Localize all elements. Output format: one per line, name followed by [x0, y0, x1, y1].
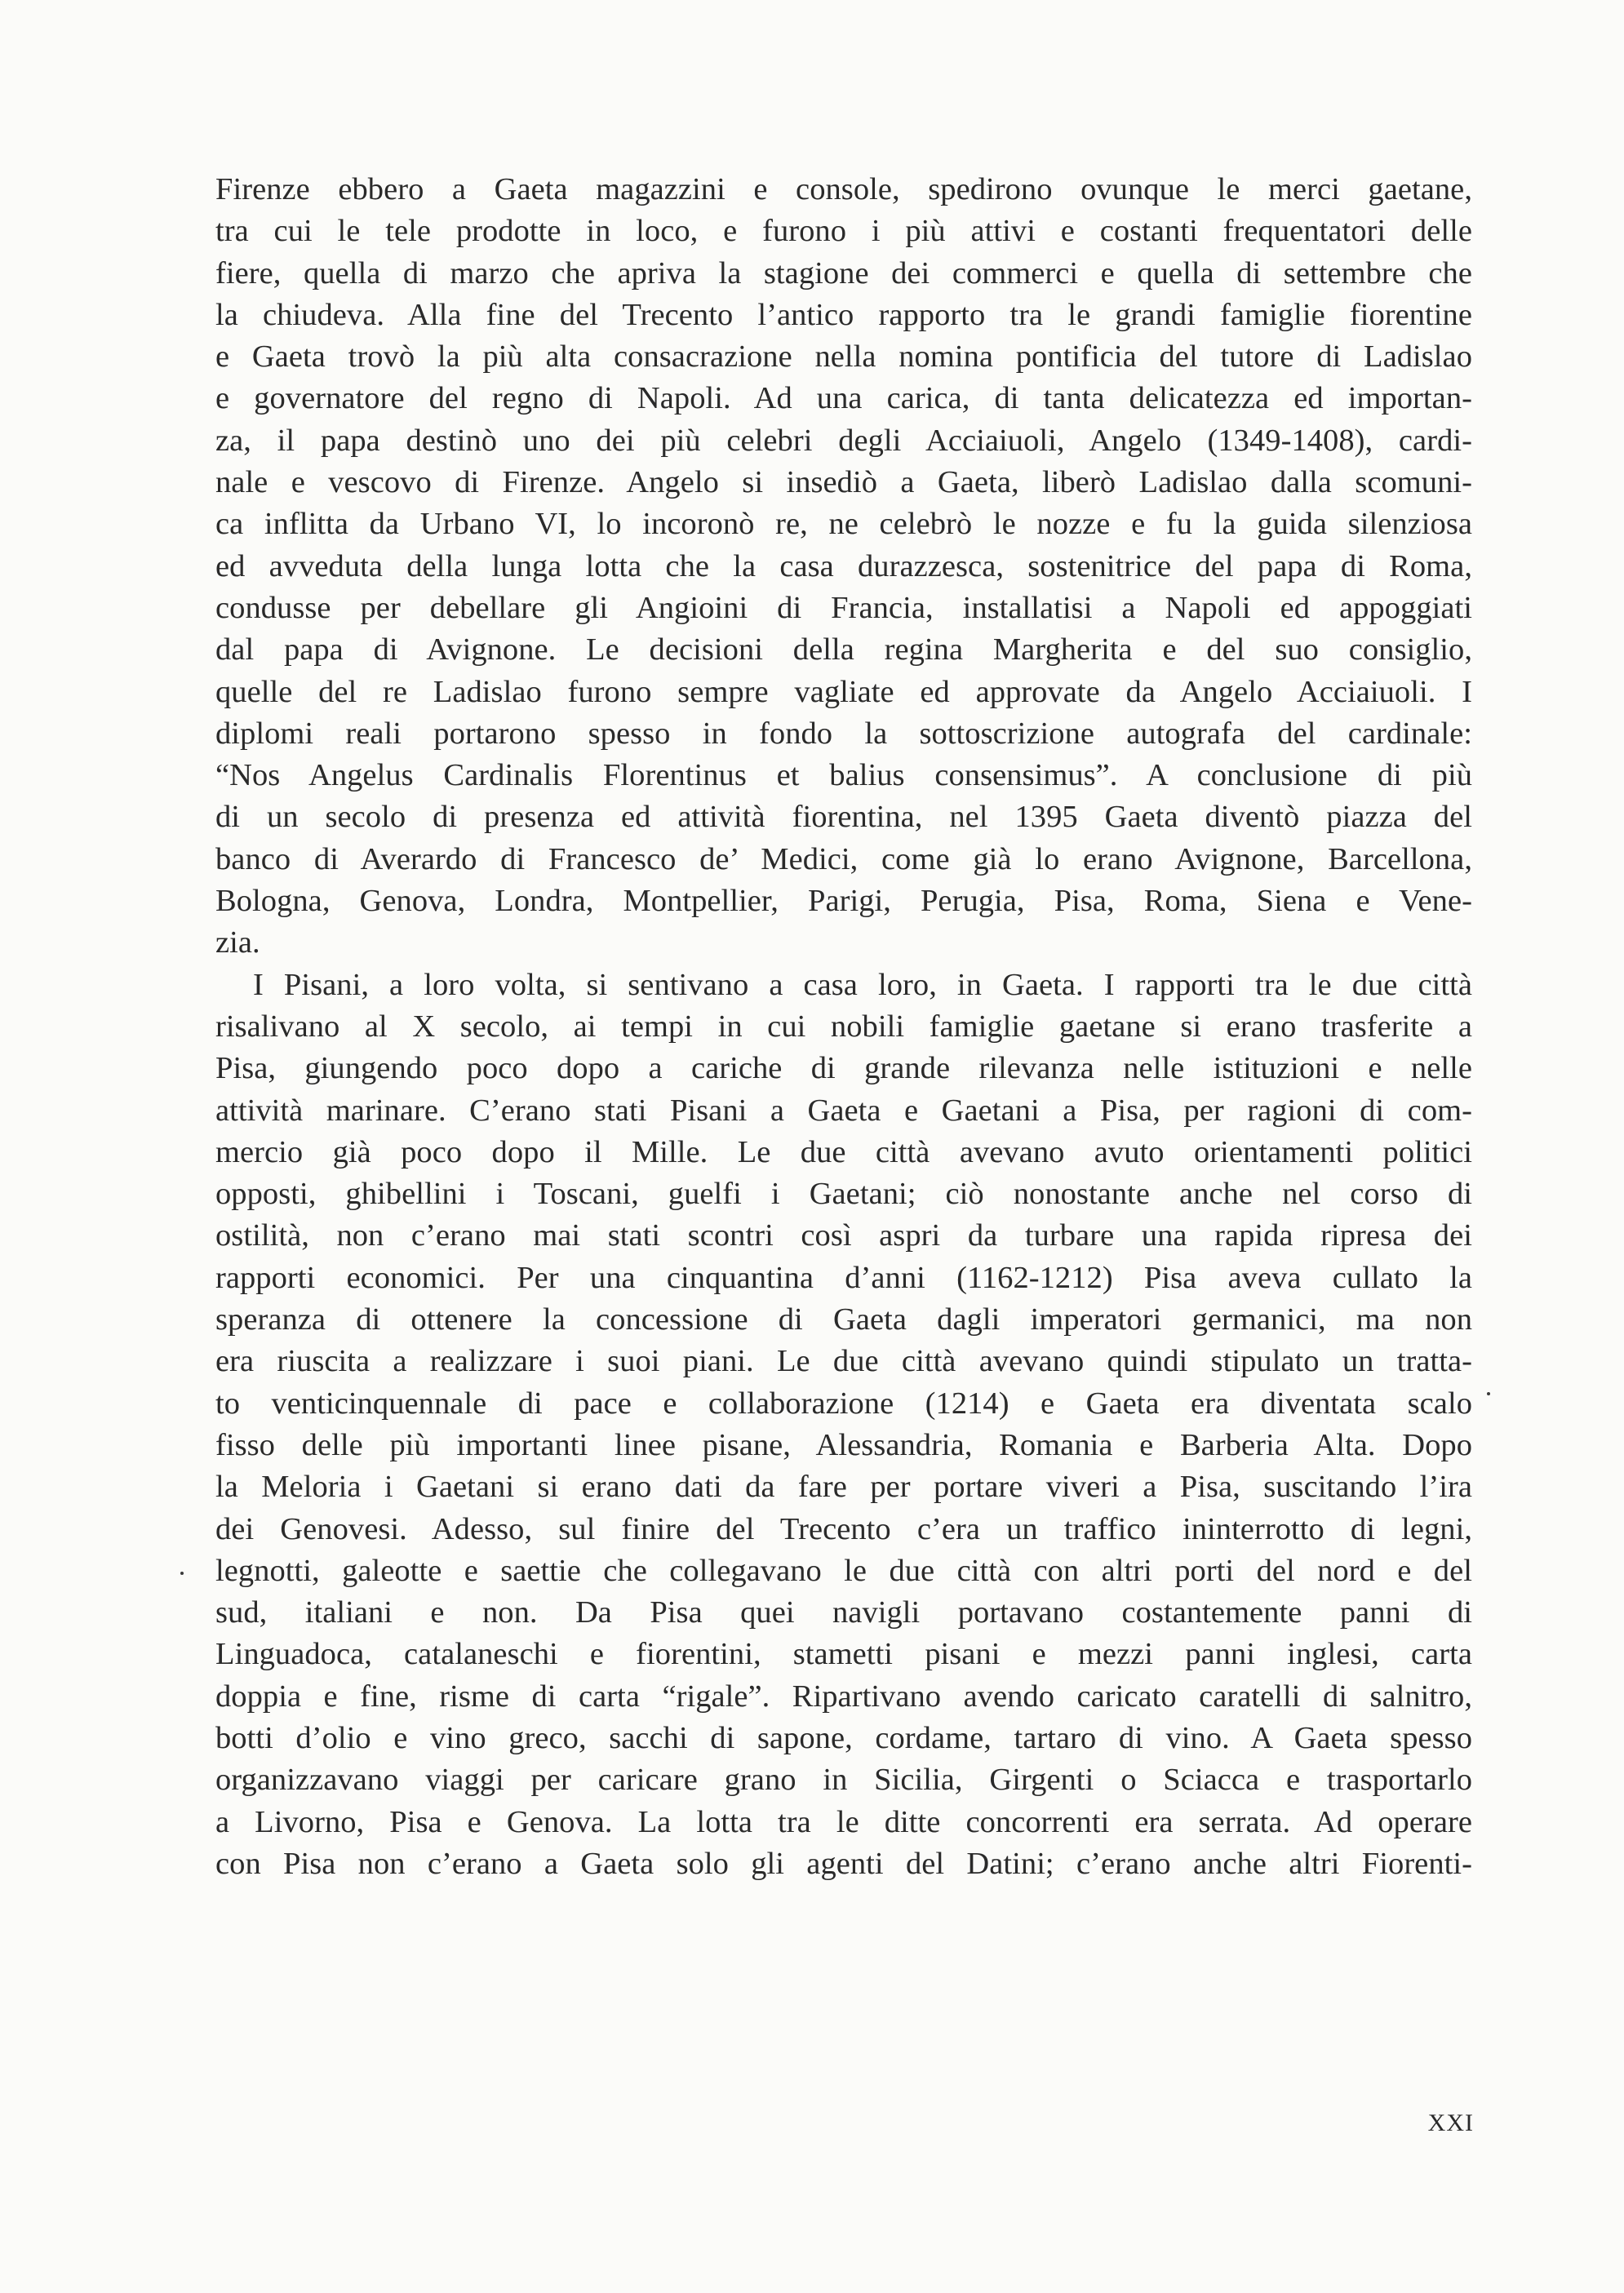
text-line: era riuscita a realizzare i suoi piani. Le due città avevano quindi stipulato un tratta-	[215, 1344, 1472, 1379]
text-line: mercio già poco dopo il Mille. Le due città avevano avuto orientamenti politici	[215, 1134, 1472, 1169]
text-line: I Pisani, a loro volta, si sentivano a casa loro, in Gaeta. I rapporti tra le due città	[253, 967, 1472, 1002]
text-line: quelle del re Ladislao furono sempre vagliate ed approvate da Angelo Acciaiuoli. I	[215, 674, 1472, 709]
text-line: “Nos Angelus Cardinalis Florentinus et balius consensimus”. A conclusione di più	[215, 758, 1472, 793]
text-line: legnotti, galeotte e saettie che collegavano le due città con altri porti del nord e del	[215, 1553, 1472, 1588]
text-line: doppia e fine, risme di carta “rigale”. Ripartivano avendo caricato caratelli di salnitro,	[215, 1679, 1472, 1714]
text-line: opposti, ghibellini i Toscani, guelfi i Gaetani; ciò nonostante anche nel corso di	[215, 1177, 1472, 1212]
text-line: a Livorno, Pisa e Genova. La lotta tra le ditte concorrenti era serrata. Ad operare	[215, 1804, 1472, 1839]
paragraph-2	[215, 965, 1472, 1886]
text-line: speranza di ottenere la concessione di Gaeta dagli imperatori germanici, ma non	[215, 1302, 1472, 1337]
text-line: banco di Averardo di Francesco de’ Medici, come già lo erano Avignone, Barcellona,	[215, 841, 1472, 876]
text-line: Pisa, giungendo poco dopo a cariche di grande rilevanza nelle istituzioni e nelle	[215, 1051, 1472, 1086]
text-line: za, il papa destinò uno dei più celebri degli Acciaiuoli, Angelo (1349-1408), cardi-	[215, 423, 1472, 458]
text-line: e governatore del regno di Napoli. Ad una carica, di tanta delicatezza ed importan-	[215, 381, 1472, 416]
text-line: organizzavano viaggi per caricare grano in Sicilia, Girgenti o Sciacca e trasportarlo	[215, 1763, 1472, 1798]
text-line: attività marinare. C’erano stati Pisani a Gaeta e Gaetani a Pisa, per ragioni di com-	[215, 1093, 1472, 1128]
text-line: tra cui le tele prodotte in loco, e furono i più attivi e costanti frequentatori delle	[215, 214, 1472, 249]
text-line: fisso delle più importanti linee pisane, Alessandria, Romania e Barberia Alta. Dopo	[215, 1427, 1472, 1462]
text-line: Linguadoca, catalaneschi e fiorentini, stametti pisani e mezzi panni inglesi, carta	[215, 1637, 1472, 1672]
paper-speck	[1487, 1392, 1490, 1395]
text-line: di un secolo di presenza ed attività fiorentina, nel 1395 Gaeta diventò piazza del	[215, 800, 1472, 835]
text-line: to venticinquennale di pace e collaborazione (1214) e Gaeta era diventata scalo	[215, 1386, 1472, 1421]
text-line: la chiudeva. Alla fine del Trecento l’antico rapporto tra le grandi famiglie fiorentine	[215, 297, 1472, 332]
text-line: la Meloria i Gaetani si erano dati da fare per portare viveri a Pisa, suscitando l’ira	[215, 1470, 1472, 1505]
text-line: con Pisa non c’erano a Gaeta solo gli agenti del Datini; c’erano anche altri Fiorenti-	[215, 1846, 1472, 1881]
text-line: diplomi reali portarono spesso in fondo la sottoscrizione autografa del cardinale:	[215, 716, 1472, 751]
text-line: zia.	[215, 925, 260, 960]
text-line: nale e vescovo di Firenze. Angelo si insediò a Gaeta, liberò Ladislao dalla scomuni-	[215, 465, 1472, 500]
text-line: dal papa di Avignone. Le decisioni della regina Margherita e del suo consiglio,	[215, 632, 1472, 667]
text-line: risalivano al X secolo, ai tempi in cui nobili famiglie gaetane si erano trasferite a	[215, 1009, 1472, 1044]
body-text	[215, 169, 1472, 1885]
text-line: dei Genovesi. Adesso, sul finire del Trecento c’era un traffico ininterrotto di legni,	[215, 1511, 1472, 1546]
text-line: fiere, quella di marzo che apriva la stagione dei commerci e quella di settembre che	[215, 255, 1472, 291]
text-line: Bologna, Genova, Londra, Montpellier, Parigi, Perugia, Pisa, Roma, Siena e Vene-	[215, 884, 1472, 919]
text-line: botti d’olio e vino greco, sacchi di sapone, cordame, tartaro di vino. A Gaeta spesso	[215, 1720, 1472, 1755]
text-line: rapporti economici. Per una cinquantina d’anni (1162-1212) Pisa aveva cullato la	[215, 1260, 1472, 1295]
text-line: condusse per debellare gli Angioini di Francia, installatisi a Napoli ed appoggiati	[215, 590, 1472, 625]
text-line: ed avveduta della lunga lotta che la casa durazzesca, sostenitrice del papa di Roma,	[215, 548, 1472, 583]
text-line: ostilità, non c’erano mai stati scontri così aspri da turbare una rapida ripresa dei	[215, 1218, 1472, 1253]
text-line: Firenze ebbero a Gaeta magazzini e console, spedirono ovunque le merci gaetane,	[215, 172, 1472, 206]
paragraph-1	[215, 169, 1472, 965]
text-line: e Gaeta trovò la più alta consacrazione nella nomina pontificia del tutore di Ladislao	[215, 339, 1472, 375]
text-line: sud, italiani e non. Da Pisa quei navigli portavano costantemente panni di	[215, 1595, 1472, 1630]
page-number: XXI	[1427, 2109, 1474, 2136]
text-line: ca inflitta da Urbano VI, lo incoronò re, ne celebrò le nozze e fu la guida silenziosa	[215, 507, 1472, 542]
paper-speck	[180, 1572, 184, 1575]
